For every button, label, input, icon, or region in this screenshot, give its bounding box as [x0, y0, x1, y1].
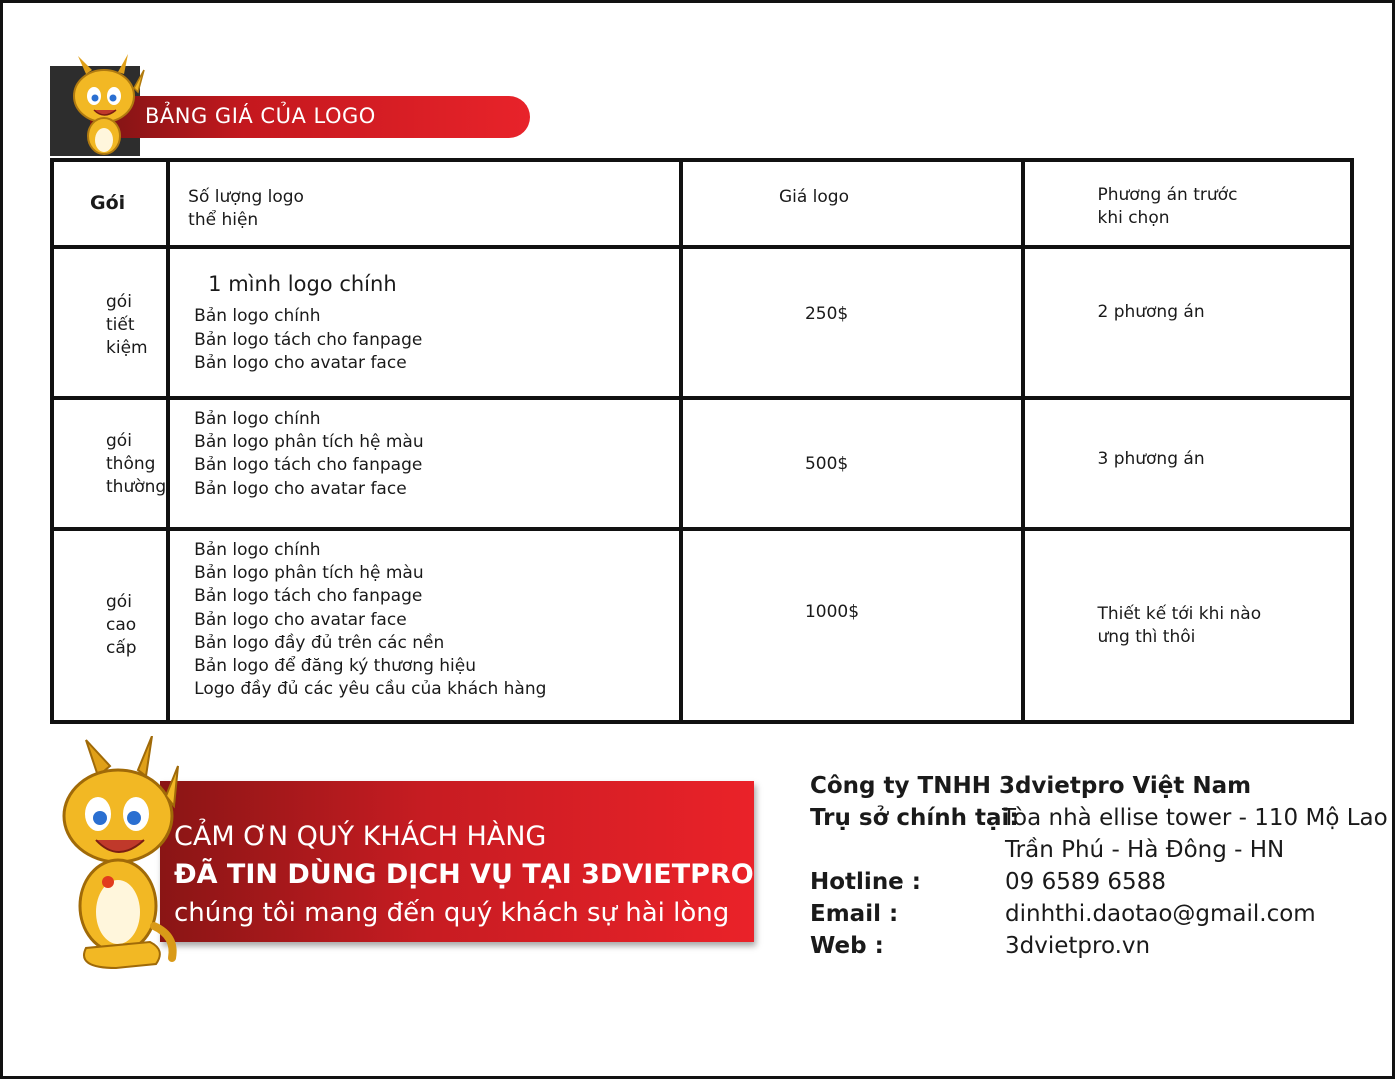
email-value: dinhthi.daotao@gmail.com — [1005, 901, 1316, 927]
package-item: Bản logo đầy đủ trên các nền — [194, 633, 445, 654]
package-item: Bản logo cho avatar face — [194, 610, 407, 631]
company-name — [810, 773, 1251, 799]
company-name-text: Công ty TNHH 3dvietpro Việt Nam — [810, 773, 1252, 799]
address-label — [810, 805, 1019, 831]
package-item: Bản logo phân tích hệ màu — [194, 563, 424, 584]
dragon-mascot-icon — [58, 52, 150, 156]
column-header-package: Gói — [90, 192, 126, 214]
email-label-text: Email : — [810, 901, 899, 927]
package-price: 1000$ — [804, 602, 860, 623]
package-item: Bản logo tách cho fanpage — [194, 586, 423, 607]
address-line-1: Tòa nhà ellise tower - 110 Mộ Lao — [1002, 805, 1388, 831]
thanks-banner — [160, 781, 754, 942]
package-name: gói cao cấp — [106, 592, 137, 659]
package-options: 3 phương án — [1097, 448, 1205, 469]
table-row — [52, 247, 1352, 398]
thanks-line-1: CẢM ƠN QUÝ KHÁCH HÀNG — [174, 821, 547, 852]
package-price: 500$ — [804, 453, 849, 474]
package-subtitle: 1 mình logo chính — [208, 272, 397, 297]
package-item: Bản logo chính — [194, 306, 321, 327]
hotline-label — [810, 869, 921, 895]
column-header-options: Phương án trước khi chọn — [1097, 185, 1238, 228]
price-table-title: BẢNG GIÁ CỦA LOGO — [145, 104, 376, 128]
package-item: Bản logo phân tích hệ màu — [194, 431, 424, 452]
package-item: Bản logo cho avatar face — [194, 478, 407, 499]
hotline-label-text: Hotline : — [810, 869, 921, 895]
thanks-line-3: chúng tôi mang đến quý khách sự hài lòng — [174, 898, 730, 928]
header-banner — [50, 66, 530, 156]
package-item: Bản logo chính — [194, 408, 321, 429]
column-header-logo-count: Số lượng logo thể hiện — [188, 187, 304, 230]
package-item: Bản logo tách cho fanpage — [194, 330, 423, 351]
web-label — [810, 933, 884, 959]
thanks-line-2: ĐÃ TIN DÙNG DỊCH VỤ TẠI 3DVIETPRO — [174, 859, 754, 890]
address-line-2: Trần Phú - Hà Đông - HN — [1005, 837, 1285, 863]
package-item: Logo đầy đủ các yêu cầu của khách hàng — [194, 679, 547, 700]
package-name: gói thông thường — [106, 430, 167, 497]
address-label-text: Trụ sở chính tại: — [810, 805, 1019, 831]
table-row — [52, 398, 1352, 529]
dragon-mascot-icon — [46, 736, 186, 972]
price-table — [50, 158, 1354, 724]
package-options: 2 phương án — [1097, 302, 1205, 323]
package-name: gói tiết kiệm — [106, 292, 148, 359]
hotline-value: 09 6589 6588 — [1005, 869, 1166, 895]
table-row — [52, 529, 1352, 722]
table-header-row — [52, 160, 1352, 247]
email-label — [810, 901, 898, 927]
package-item: Bản logo cho avatar face — [194, 353, 407, 374]
column-header-price: Giá logo — [778, 187, 849, 207]
package-item: Bản logo để đăng ký thương hiệu — [194, 656, 476, 677]
package-item: Bản logo tách cho fanpage — [194, 454, 423, 475]
web-label-text: Web : — [810, 933, 884, 959]
package-item: Bản logo chính — [194, 540, 321, 561]
package-price: 250$ — [804, 304, 849, 325]
package-options: Thiết kế tới khi nào ưng thì thôi — [1097, 604, 1262, 648]
web-value: 3dvietpro.vn — [1005, 933, 1151, 959]
